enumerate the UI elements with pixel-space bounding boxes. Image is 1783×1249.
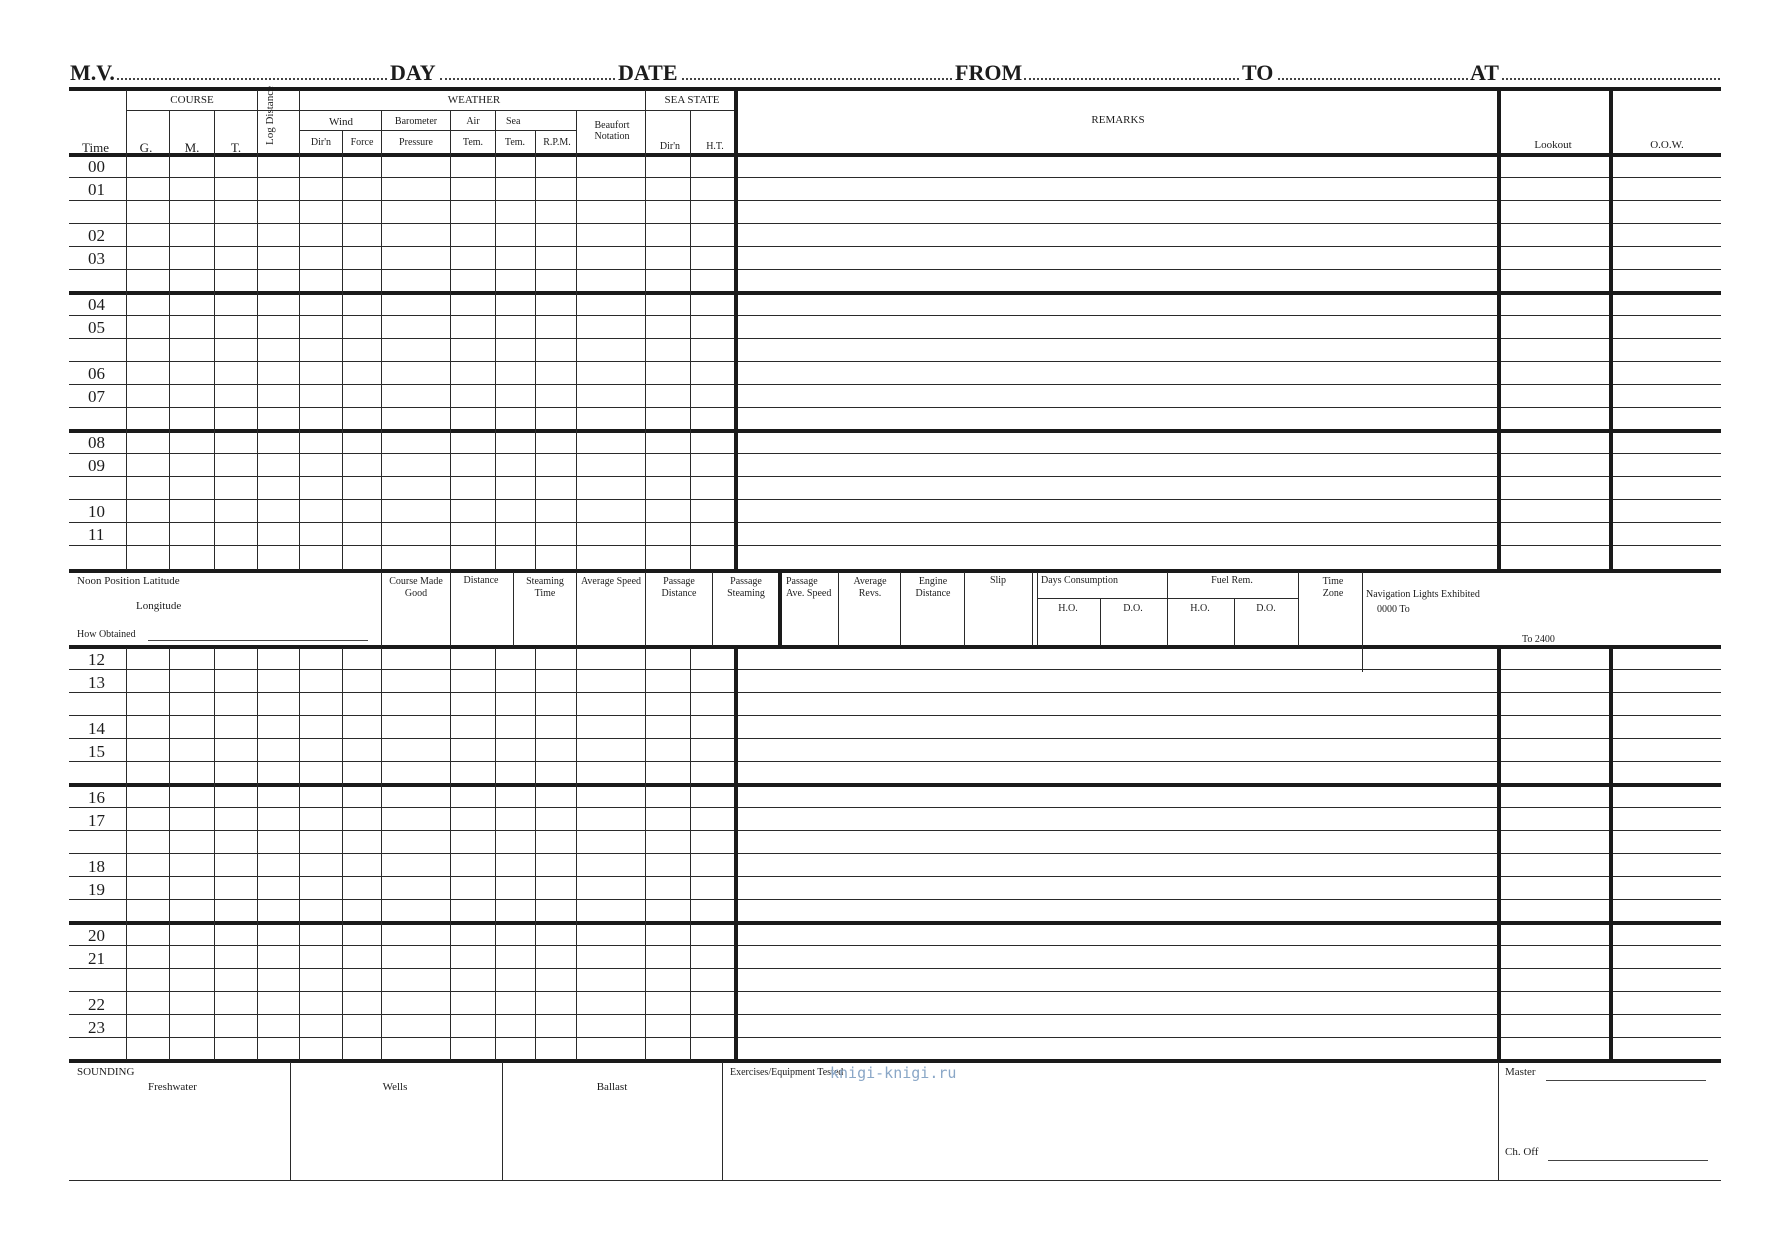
sea-ht-header: H.T. [706,141,724,152]
course-made-good-label: Course Made Good [389,576,443,599]
how-obtained-label: How Obtained [77,629,136,640]
hour-label: 03 [88,249,105,268]
rule [69,1014,1721,1015]
do-consumption-label: D.O. [1123,603,1143,614]
rule [214,110,215,570]
rule [69,761,1721,762]
sea-temp-header: Tem. [504,137,526,148]
course-header: COURSE [170,94,214,106]
rule [645,90,646,570]
rule [69,384,1721,385]
days-consumption-label: Days Consumption [1041,575,1118,586]
rule [513,572,514,646]
mv-field[interactable] [117,78,387,80]
rule [69,807,1721,808]
rule [734,648,738,1060]
rule [778,572,782,646]
hour-label: 02 [88,226,105,245]
rule [69,499,1721,500]
day-label: DAY [390,60,436,85]
rule [1609,648,1613,1060]
course-t-header: T. [230,140,242,155]
rule [1100,598,1101,646]
rule [69,223,1721,224]
rule [69,1037,1721,1038]
rule [69,476,1721,477]
hour-label: 01 [88,180,105,199]
hour-label: 06 [88,364,105,383]
rule [645,648,646,1060]
rule [69,669,1721,670]
to-field[interactable] [1278,78,1468,80]
rule [69,1059,1721,1063]
from-label: FROM [955,60,1023,85]
watermark: knigi-knigi.ru [830,1064,957,1082]
rule [1609,90,1613,570]
rule [1032,572,1033,646]
log-distance-header: Log Distance [264,86,276,145]
beaufort-header: Beaufort Notation [594,120,630,142]
hour-label: 11 [88,525,105,544]
rule [126,110,735,111]
rule [69,246,1721,247]
rule [69,569,1721,573]
rule [502,1062,503,1180]
rule [576,572,577,646]
rule [126,648,127,1060]
rule [964,572,965,646]
rule [69,921,1721,925]
rule [69,338,1721,339]
master-label: Master [1505,1066,1536,1078]
hour-label: 09 [88,456,105,475]
rule [169,110,170,570]
rule [576,110,577,570]
hour-label: 19 [88,880,105,899]
time-header: Time [82,140,109,155]
course-g-header: G. [139,140,153,155]
rule [495,110,496,570]
rule [342,130,343,570]
rule [69,692,1721,693]
rule [257,90,258,570]
pressure-header: Pressure [399,137,433,148]
lookout-header: Lookout [1534,139,1572,151]
to-label: TO [1242,60,1274,85]
hour-label: 04 [88,295,105,314]
rule [257,648,258,1060]
hour-label: 18 [88,857,105,876]
rule [576,648,577,1060]
hour-label: 14 [88,719,105,738]
rpm-header: R.P.M. [543,137,571,148]
rule [69,1180,1721,1181]
rule [69,177,1721,178]
exercises-label: Exercises/Equipment Tested [730,1067,844,1078]
rule [299,648,300,1060]
hour-label: 23 [88,1018,105,1037]
rule [381,110,382,570]
rule [69,968,1721,969]
rule [69,715,1721,716]
rule [69,876,1721,877]
hour-label: 22 [88,995,105,1014]
sea-dir-header: Dir'n [659,141,681,152]
rule [535,130,536,570]
rule [69,453,1721,454]
rule [69,738,1721,739]
rule [69,291,1721,295]
sounding-label: SOUNDING [77,1066,135,1078]
rule [69,853,1721,854]
rule [69,945,1721,946]
rule [69,407,1721,408]
time-zone-label: Time Zone [1322,576,1344,599]
rule [381,572,382,646]
rule [69,361,1721,362]
day-field[interactable] [440,78,615,80]
course-m-header: M. [184,140,200,155]
rule [450,110,451,570]
hour-label: 16 [88,788,105,807]
rule [535,648,536,1060]
rule [290,1062,291,1180]
average-speed-label: Average Speed [580,576,642,587]
hour-label: 17 [88,811,105,830]
air-header: Air [466,116,480,127]
air-temp-header: Tem. [462,137,484,148]
rule [69,269,1721,270]
rule [69,522,1721,523]
rule [1298,572,1299,646]
nav-lights-from-label: 0000 To [1377,604,1410,615]
hour-label: 12 [88,650,105,669]
hour-label: 21 [88,949,105,968]
wind-dir-header: Dir'n [310,137,332,148]
rule [450,572,451,646]
rule [69,899,1721,900]
passage-steaming-label: Passage Steaming [727,576,765,599]
rule [722,1062,723,1180]
rule [838,572,839,646]
at-label: AT [1470,60,1499,85]
rule [1362,572,1363,672]
ch-off-label: Ch. Off [1505,1146,1539,1158]
steaming-time-label: Steaming Time [526,576,564,599]
nav-lights-label: Navigation Lights Exhibited [1366,589,1480,600]
rule [69,429,1721,433]
rule [214,648,215,1060]
master-signature-field[interactable] [1546,1080,1706,1081]
rule [69,991,1721,992]
mv-label: M.V. [70,60,115,85]
rule [126,90,127,570]
hour-label: 15 [88,742,105,761]
rule [1497,90,1501,570]
wells-label: Wells [382,1081,408,1093]
nav-lights-to-label: To 2400 [1522,634,1555,645]
rule [169,648,170,1060]
rule [734,90,738,570]
noon-longitude-label: Longitude [136,600,182,612]
rule [69,783,1721,787]
date-field[interactable] [682,78,952,80]
sea-header: Sea [506,116,521,127]
rule [299,90,300,570]
distance-label: Distance [463,575,499,586]
hour-label: 20 [88,926,105,945]
rule [69,830,1721,831]
noon-latitude-label: Noon Position Latitude [77,575,180,587]
rule [1234,598,1235,646]
hour-label: 00 [88,157,105,176]
slip-label: Slip [989,575,1007,586]
hour-label: 08 [88,433,105,452]
rule [495,648,496,1060]
ho-consumption-label: H.O. [1058,603,1078,614]
rule [712,572,713,646]
hour-label: 07 [88,387,105,406]
rule [342,648,343,1060]
rule [690,110,691,570]
wind-header: Wind [329,116,353,128]
rule [1498,1062,1499,1180]
rule [69,87,1721,91]
wind-force-header: Force [350,137,374,148]
average-revs-label: Average Revs. [853,576,887,599]
barometer-header: Barometer [394,116,438,127]
rule [69,315,1721,316]
how-obtained-field[interactable] [148,640,368,641]
rule [69,200,1721,201]
ch-off-signature-field[interactable] [1548,1160,1708,1161]
date-label: DATE [618,60,678,85]
rule [69,645,1721,649]
do-remaining-label: D.O. [1256,603,1276,614]
rule [1167,572,1168,646]
remarks-header: REMARKS [1091,114,1145,126]
hour-label: 13 [88,673,105,692]
rule [1038,598,1298,599]
rule [1037,572,1038,646]
rule [69,545,1721,546]
ho-remaining-label: H.O. [1190,603,1210,614]
hour-label: 10 [88,502,105,521]
passage-ave-speed-label: Passage Ave. Speed [786,576,832,599]
freshwater-label: Freshwater [148,1081,197,1093]
rule [900,572,901,646]
at-field[interactable] [1502,78,1720,80]
hour-label: 05 [88,318,105,337]
from-field[interactable] [1024,78,1239,80]
oow-header: O.O.W. [1650,139,1684,151]
engine-distance-label: Engine Distance [915,576,951,599]
weather-header: WEATHER [447,94,501,106]
fuel-rem-label: Fuel Rem. [1211,575,1253,586]
rule [645,572,646,646]
rule [690,648,691,1060]
rule [1497,648,1501,1060]
ballast-label: Ballast [596,1081,628,1093]
rule [69,153,1721,157]
passage-distance-label: Passage Distance [661,576,697,599]
rule [381,648,382,1060]
sea-state-header: SEA STATE [664,94,720,106]
rule [450,648,451,1060]
